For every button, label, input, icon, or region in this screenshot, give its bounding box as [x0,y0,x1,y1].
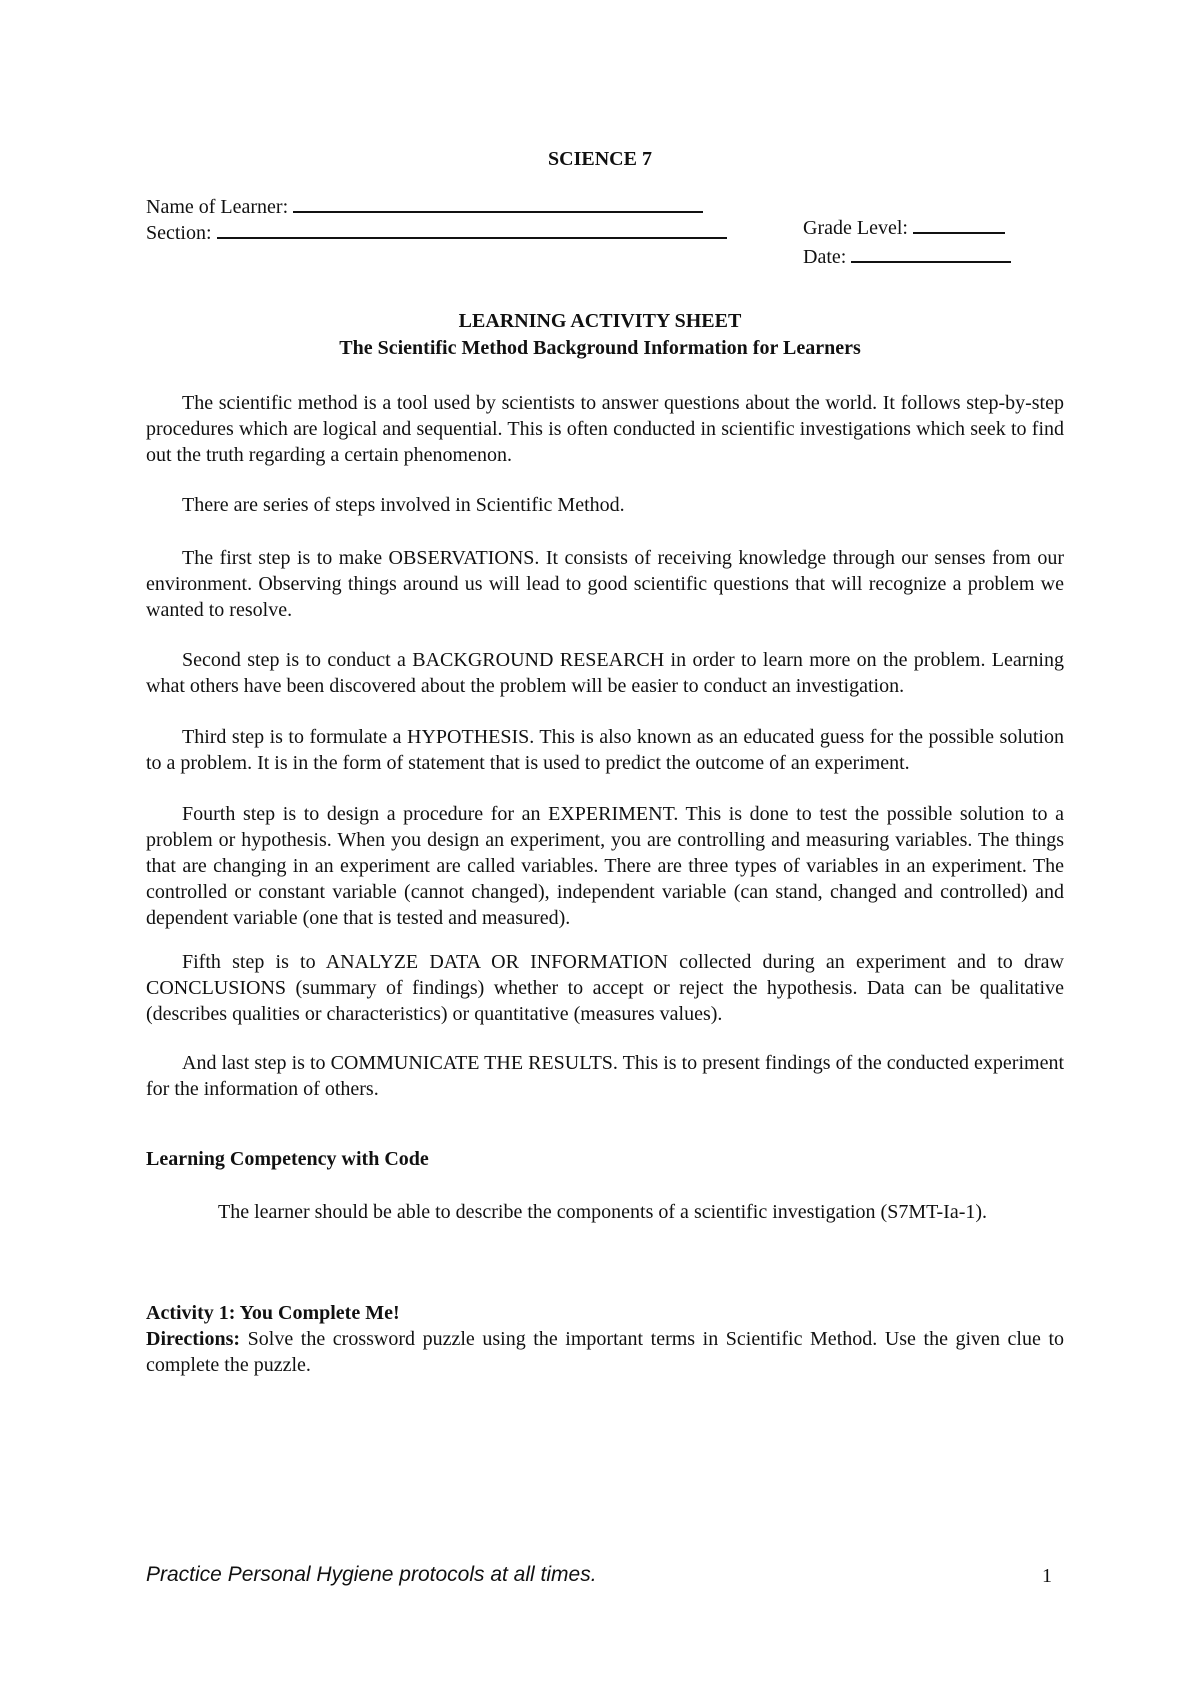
footer-note: Practice Personal Hygiene protocols at all times. [146,1563,597,1586]
section-field [146,219,727,246]
name-label: Name of Learner: [146,196,289,218]
name-of-learner-field [146,193,703,220]
experiment-paragraph: Fourth step is to design a procedure for an EXPERIMENT. This is done to test the possible solution to a problem or hypothesis. When you design an experiment, you are controlling and measuring variables. The things that are changing in an experiment are called variables. There are three types of variables in an experiment. The controlled or constant variable (cannot changed), independent variable (can stand, changed and controlled) and dependent variable (one that is tested and measured). [146,803,1064,929]
directions-text: Solve the crossword puzzle using the important terms in Scientific Method. Use the given clue to complete the puzzle. [146,1328,1064,1376]
sheet-subtitle: The Scientific Method Background Information for Learners [339,337,861,359]
section-blank[interactable] [217,219,727,239]
competency-heading: Learning Competency with Code [146,1148,429,1170]
grade-level-field [803,214,1005,241]
page-number: 1 [1042,1565,1052,1587]
date-label: Date: [803,246,847,268]
competency-text: The learner should be able to describe the components of a scientific investigation (S7MT-Ia-1). [218,1201,988,1223]
name-blank[interactable] [293,193,703,213]
steps-intro-paragraph: There are series of steps involved in Scientific Method. [182,494,625,516]
section-label: Section: [146,222,212,244]
observation-paragraph: The first step is to make OBSERVATIONS. It consists of receiving knowledge through our senses from our environment. Observing things around us will lead to good scientific questions that will recognize a problem we wanted to resolve. [146,547,1064,621]
date-blank[interactable] [851,243,1011,263]
directions-label: Directions: [146,1328,241,1350]
grade-level-label: Grade Level: [803,217,908,239]
research-paragraph: Second step is to conduct a BACKGROUND RESEARCH in order to learn more on the problem. Learning what others have been discovered about the problem will be easier to conduct an investigation. [146,649,1064,697]
grade-level-blank[interactable] [913,214,1005,234]
subject-title: SCIENCE 7 [548,148,652,170]
date-field [803,243,1011,270]
communicate-paragraph: And last step is to COMMUNICATE THE RESULTS. This is to present findings of the conducted experiment for the information of others. [146,1052,1064,1100]
analysis-paragraph: Fifth step is to ANALYZE DATA OR INFORMATION collected during an experiment and to draw CONCLUSIONS (summary of findings) whether to accept or reject the hypothesis. Data can be qualitative (describes qualities or characteristics) or quantitative (measures values). [146,951,1064,1025]
activity-heading: Activity 1: You Complete Me! [146,1302,400,1324]
activity-directions [146,1326,1064,1378]
sheet-title: LEARNING ACTIVITY SHEET [458,310,742,332]
hypothesis-paragraph: Third step is to formulate a HYPOTHESIS. This is also known as an educated guess for the possible solution to a problem. It is in the form of statement that is used to predict the outcome of an experiment. [146,726,1064,774]
intro-paragraph: The scientific method is a tool used by scientists to answer questions about the world. It follows step-by-step procedures which are logical and sequential. This is often conducted in scientific investigations which seek to find out the truth regarding a certain phenomenon. [146,392,1064,466]
